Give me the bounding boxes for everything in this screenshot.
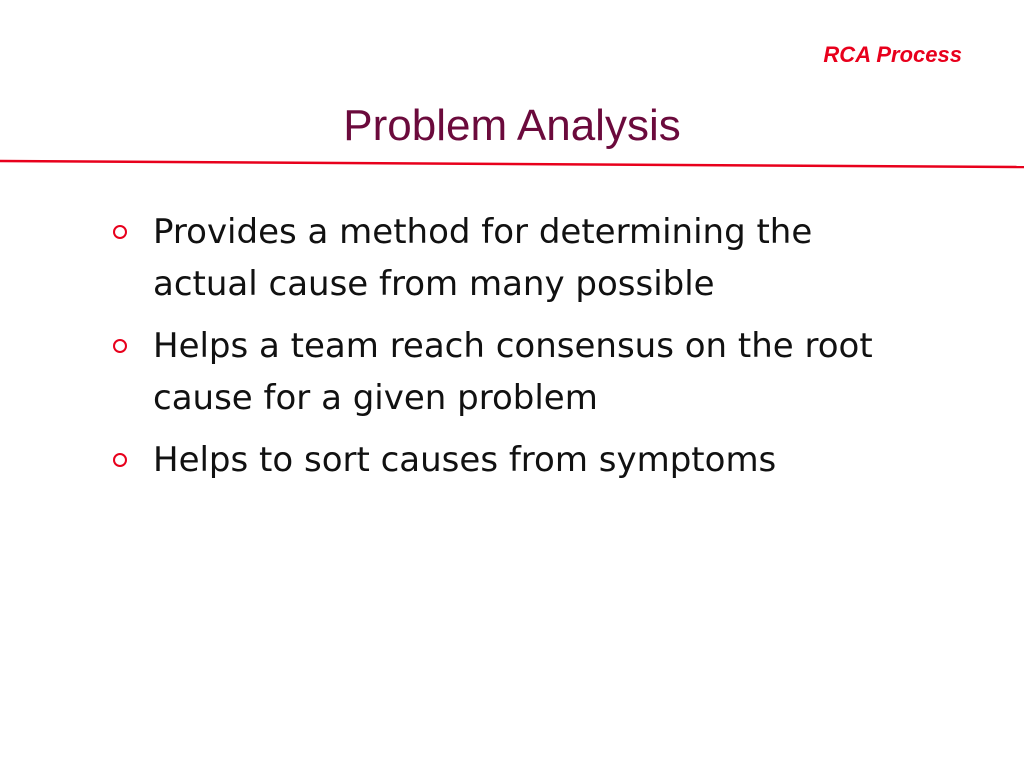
bullet-text: Provides a method for determining the actual cause from many possible [153,212,813,304]
bullet-item [110,320,900,424]
section-label: RCA Process [823,42,962,67]
bullet-text: Helps to sort causes from symptoms [153,440,777,480]
hollow-circle-bullet-icon [113,225,127,239]
bullet-item [110,206,900,310]
title-divider-line [0,158,1024,170]
slide-title: Problem Analysis [343,101,681,150]
bullet-item [110,434,900,486]
bullet-list [110,206,900,496]
bullet-text: Helps a team reach consensus on the root cause for a given problem [153,326,873,418]
hollow-circle-bullet-icon [113,453,127,467]
hollow-circle-bullet-icon [113,339,127,353]
